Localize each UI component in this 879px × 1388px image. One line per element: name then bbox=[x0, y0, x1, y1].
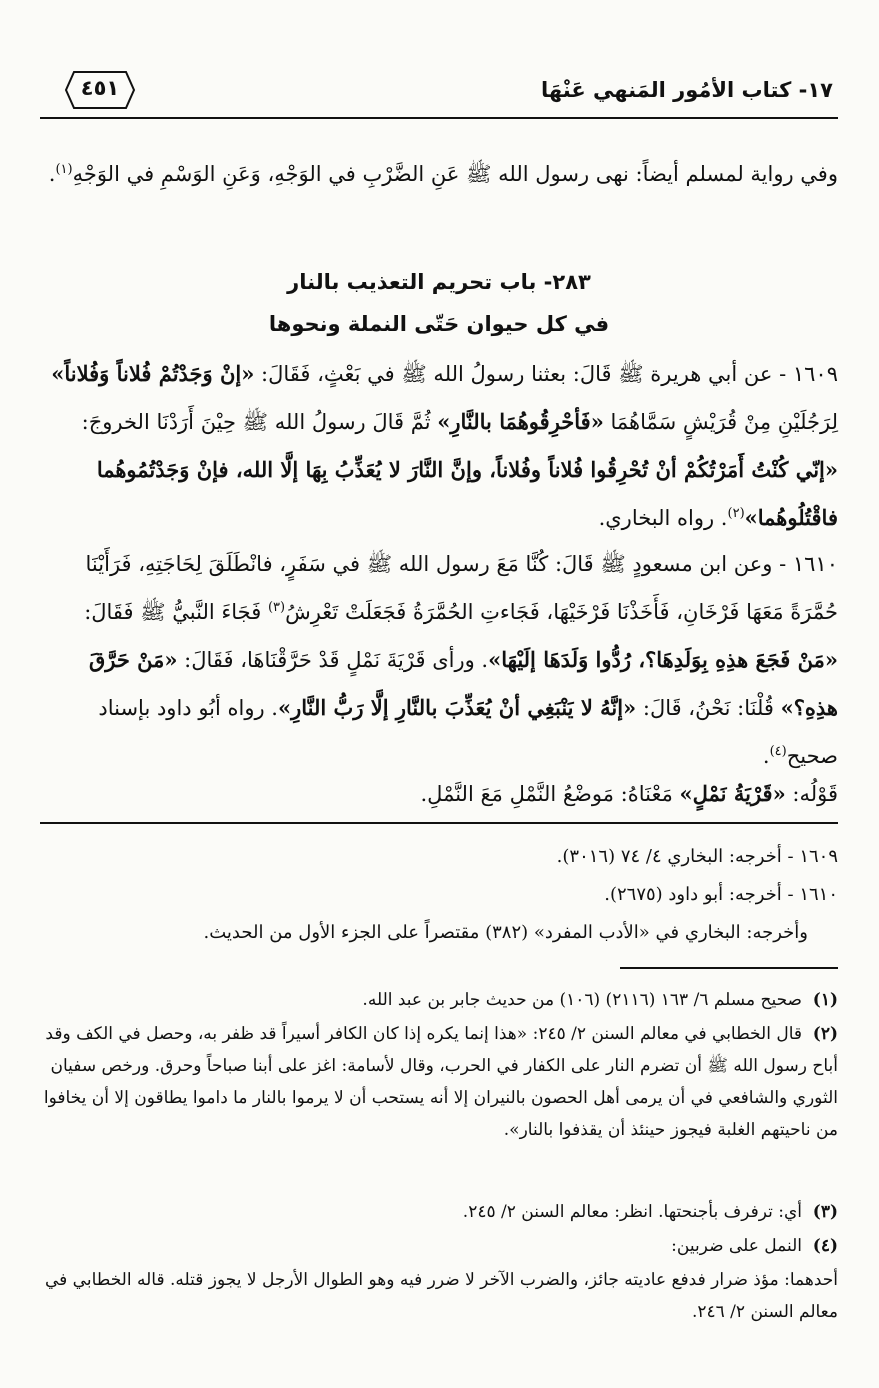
chapter-subtitle: في كل حيوان حَتّى النملة ونحوها bbox=[268, 312, 610, 336]
footnote-number: (٢) bbox=[812, 1024, 838, 1044]
takhrij-line-1609: ١٦٠٩ - أخرجه: البخاري ٤/ ٧٤ (٣٠١٦). bbox=[556, 846, 838, 867]
hadith-1610-text: . ورأى قَرْيَةَ نَمْلٍ قَدْ حَرَّقْنَاهَا، فَقَالَ: bbox=[177, 648, 489, 672]
footnotes-divider bbox=[620, 967, 838, 969]
explanation-text: مَعْنَاهُ: مَوضْعُ النَّمْلِ مَعَ النَّمْلِ. bbox=[420, 782, 680, 806]
hadith-1609 bbox=[40, 350, 838, 542]
hadith-1610 bbox=[40, 540, 838, 780]
footnote-text: أي: ترفرف بأجنحتها. انظر: معالم السنن ٢/ ٢٤٥. bbox=[462, 1202, 802, 1222]
footnote-number: (٤) bbox=[812, 1236, 838, 1256]
footnote-1 bbox=[40, 984, 838, 1016]
running-head: ١٧- كتاب الأمُور المَنهي عَنْهَا bbox=[541, 78, 833, 102]
footnote-ref-4: (٤) bbox=[769, 744, 787, 759]
footnote-2 bbox=[40, 1018, 838, 1146]
footnote-4 bbox=[40, 1230, 838, 1262]
takhrij-line-extra: وأخرجه: البخاري في «الأدب المفرد» (٣٨٢) مقتصراً على الجزء الأول من الحديث. bbox=[203, 922, 808, 943]
chapter-title: ٢٨٣- باب تحريم التعذيب بالنار bbox=[287, 270, 591, 294]
explanation-label: قَوْلُه: bbox=[785, 782, 838, 806]
hadith-1610-text: فَجَاءَ النَّبيُّ ﷺ فَقَالَ: bbox=[84, 600, 268, 624]
footnote-4-continuation: أحدهما: مؤذ ضرار فدفع عاديته جائز، والضرب الآخر لا ضرر فيه وهو الطوال الأرجل لا يجوز قتله. قاله الخطابي في معالم السنن ٢/ ٢٤٦. bbox=[44, 1270, 838, 1322]
hadith-1609-text: لِرَجُلَيْنِ مِنْ قُرَيْشٍ سَمَّاهُمَا bbox=[603, 410, 838, 434]
hadith-1609-quote: «إنّي كُنْتُ أَمَرْتُكُمْ أنْ تُحْرِقُوا فُلاناً وفُلاناً، وإنَّ النَّارَ لا يُعَذِّبُ بِهَا إلَّا الله، فإنْ وَجَدْتُمُوهُما فاقْتُلُوهُما» bbox=[96, 457, 838, 530]
footnote-ref-2: (٢) bbox=[727, 506, 745, 521]
hadith-1610-quote: «إنَّهُ لا يَنْبَغِي أنْ يُعَذِّبَ بالنَّارِ إلَّا رَبُّ النَّارِ» bbox=[278, 695, 637, 720]
header-divider bbox=[40, 117, 838, 119]
hadith-1610-quote: «مَنْ فَجَعَ هذِهِ بِوَلَدِهَا؟، رُدُّوا وَلَدَهَا إلَيْهَا» bbox=[488, 647, 838, 672]
explanation-term: «قَرْيَةُ نَمْلٍ» bbox=[679, 781, 786, 806]
intro-paragraph bbox=[40, 150, 838, 198]
footnote-text: قال الخطابي في معالم السنن ٢/ ٢٤٥: «هذا إنما يكره إذا كان الكافر أسيراً قد ظفر به، وحصل في الكف وقد أباح رسول الله ﷺ أن تضرم النار على الكفار في الحرب، وقال لأسامة: اغز على أبنا صباحاً وحرق. ورخص سفيان الثوري والشافعي في أن يرمى أهل الحصون بالنيران إلا أنه يستحب أن لا يرموا بالنار ما داموا يطاقون إلا أن يخافوا من ناحيتهم الغلبة فيجوز حينئذ أن يقذفوا بالنار». bbox=[43, 1024, 838, 1140]
explanation-line bbox=[40, 770, 838, 818]
hadith-1610-source: . رواه أبُو داود بإسناد صحيح bbox=[98, 696, 838, 768]
footnote-text: النمل على ضربين: bbox=[671, 1236, 802, 1256]
footnote-ref-1: (١) bbox=[55, 162, 73, 177]
hadith-1610-text: قُلْنَا: نَحْنُ، قَالَ: bbox=[636, 696, 781, 720]
hadith-1609-quote: «إنْ وَجَدْتُمْ فُلاناً وَفُلاناً» bbox=[51, 361, 255, 386]
hadith-1609-source: . رواه البخاري. bbox=[598, 506, 728, 530]
hadith-1609-text: ثُمَّ قَالَ رسولُ الله ﷺ حِيْنَ أَرَدْنَا الخروجَ: bbox=[81, 410, 438, 434]
page-number: ٤٥١ bbox=[80, 76, 120, 100]
intro-text: وفي رواية لمسلم أيضاً: نهى رسول الله ﷺ عَنِ الضَّرْبِ في الوَجْهِ، وَعَنِ الوَسْمِ في الوَجْهِ bbox=[72, 162, 838, 186]
footnote-number: (١) bbox=[812, 990, 838, 1010]
footnote-text: صحيح مسلم ٦/ ١٦٣ (٢١١٦) (١٠٦) من حديث جابر بن عبد الله. bbox=[362, 990, 802, 1010]
footnote-3 bbox=[40, 1196, 838, 1228]
takhrij-divider bbox=[40, 822, 838, 824]
page-number-frame bbox=[64, 70, 136, 110]
hadith-1609-text: ١٦٠٩ - عن أبي هريرة ﷺ قَالَ: بعثنا رسولُ الله ﷺ في بَعْثٍ، فَقَالَ: bbox=[254, 362, 838, 386]
hadith-1610-end: . bbox=[762, 744, 770, 768]
takhrij-line-1610: ١٦١٠ - أخرجه: أبو داود (٢٦٧٥). bbox=[604, 884, 838, 905]
hadith-1610-quote: «مَنْ حَرَّقَ هذِهِ؟» bbox=[88, 647, 838, 720]
hadith-1609-quote: «فَأحْرِقُوهُمَا بالنَّارِ» bbox=[437, 409, 604, 434]
hadith-1610-text: ١٦١٠ - وعن ابن مسعودٍ ﷺ قَالَ: كُنَّا مَعَ رسول الله ﷺ في سَفَرٍ، فانْطَلَقَ لِحَاجَتِهِ، فَرَأَيْنَا حُمَّرَةً مَعَهَا فَرْخَانِ، فَأَخَذْنَا فَرْخَيْهَا، فَجَاءتِ الحُمَّرَةُ فَجَعَلَتْ تَعْرِشُ bbox=[85, 552, 838, 624]
footnote-ref-3: (٣) bbox=[267, 600, 286, 615]
intro-end: . bbox=[48, 162, 56, 186]
footnote-number: (٣) bbox=[812, 1202, 838, 1222]
